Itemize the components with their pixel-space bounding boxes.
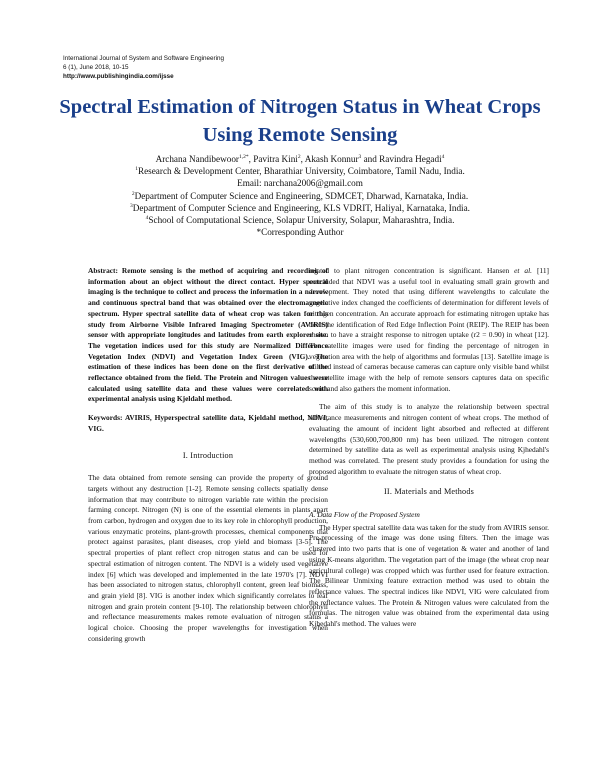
paper-title: Spectral Estimation of Nitrogen Status in Wheat Crops Using Remote Sensing — [59, 96, 541, 146]
body-paragraph-aim: The aim of this study is to analyze the relationship between spectral reflectance measurements and nitrogen content of wheat crops. The method of evaluating the amount of incident light absorbed and reflected at different wavelengths (530,600,700,800 nm) has been utilized. The nitrogen content determined by satellite data as well as experimental analysis using Kjhedahl's method was correlated. The present study provides a foundation for using the proposed algorithm to evaluate the nitrogen status of wheat crop. — [309, 402, 549, 476]
left-column — [88, 266, 328, 653]
journal-issue: 6 (1), June 2018, 10-15 — [63, 63, 129, 71]
affiliation-4: $^4$School of Computational Science, Solapur University, Solapur, Maharashtra, India. — [145, 214, 455, 226]
author-name: Archana Nandibewoor — [155, 154, 239, 164]
section-heading-methods: II. Materials and Methods — [383, 487, 475, 497]
author-name: Ravindra Hegadi — [379, 154, 442, 164]
journal-header — [63, 55, 224, 81]
introduction-paragraph: The data obtained from remote sensing can provide the property of ground targets without any destruction [1-2]. Remote sensing collects spatially dense information that may contribute to nitrogen variable rate within the precision farming concept. Nitrogen (N) is one of the essential elements in plants apart from carbon, hydrogen and oxygen due to its key role in chlorophyll production, various enzymatic proteins, plant-growth processes, chemical components that protect against parasites, plant diseases, crop yield and biomass [3-5]. The spectral properties of plant reflect crop nitrogen status and can be used for spectral estimation of nitrogen content. The NDVI is a widely used vegetative index [6] which was developed and implemented in the late 1970's [7]. NDVI has been associated to nitrogen status, chlorophyll content, green leaf biomass, and grain yield [8]. VIG is another index which significantly correlates to leaf nitrogen and grain protein content [9-10]. The relationship between chlorophyll and reflectance measurements makes remote evaluation of nitrogen status a logical choice. Choosing the proper wavelengths for investigation when considering growth — [88, 473, 328, 643]
journal-url[interactable]: http://www.publishingindia.com/ijsse — [63, 72, 174, 80]
keywords — [88, 413, 328, 434]
author-sup: 1,2* — [238, 153, 249, 160]
affiliation-2: $^2$Department of Computer Science and Engineering, SDMCET, Dharwad, Karnataka, India. — [131, 190, 469, 201]
keywords-label: Keywords: — [88, 413, 123, 423]
author-name: Akash Konnur — [304, 154, 359, 164]
author-email[interactable]: Email: narchana2006@gmail.com — [237, 178, 363, 189]
journal-name: International Journal of System and Software Engineering — [63, 55, 225, 62]
author-sup: 3 — [358, 153, 362, 160]
author-list: Archana Nandibewoor$^{1,2*}$, Pavitra Kini$^2$, Akash Konnur$^3$ and Ravindra Hegadi$^4$ — [155, 153, 445, 164]
keywords-text: AVIRIS, Hyperspectral satellite data, Kjeldahl method, NDVI, VIG. — [88, 413, 328, 433]
section-heading-introduction: I. Introduction — [182, 450, 234, 460]
author-block — [40, 153, 560, 238]
author-name: Pavitra Kini — [253, 154, 298, 164]
subsection-heading: A. Data Flow of the Proposed System — [309, 510, 420, 520]
affiliation-1: $^1$Research & Development Center, Bharathiar University, Coimbatore, Tamil Nadu, India. — [135, 166, 465, 177]
body-paragraph: related to plant nitrogen concentration is significant. Hansen et al. [11] concluded that NDVI was a useful tool in evaluating small grain growth and development. They noted that using different wavelengths to calculate the vegetative index changed the coefficients of determination for different levels of nitrogen concentration. An accurate approach for estimating nitrogen uptake has been the identification of Red Edge Inflection Point (REIP). The REIP has been shown to have a straight response to nitrogen uptake (r2 = 0.90) in wheat [12]. The satellite images were used for finding the percentage of nitrogen in vegetation area with the help of algorithms and formulas [13]. Satellite image is utilized instead of cameras because cameras can capture only visible band whilst the satellite image with the help of remote sensors captures data on specific scene and also gathers the moment information. — [309, 266, 549, 393]
abstract-label: Abstract: — [88, 266, 118, 275]
abstract-text: Remote sensing is the method of acquiring and recording of information about an object without the direct contact. Hyper spectral imaging is the technique to collect and process the information in a narrow and continuous spectral band that was obtained over the electromagnetic spectrum. Hyper spectral satellite data of wheat crop was taken for this study from Airborne Visible Infrared Imaging Spectrometer (AVIRIS) sensor with appropriate longitudes and latitudes from earth explorer site. The vegetation indices used for this study are Normalized Difference Vegetation Index (NDVI) and Vegetation Index Green (VIG). The estimation of these indices has been done on the first derivative of the reflectance obtained from the field. The Protein and Nitrogen values were calculated using satellite data and these values were correlated with experimental analysis using Kjeldahl method. — [88, 266, 328, 404]
author-sup: 4 — [441, 153, 445, 160]
affiliation-3: $^3$Department of Computer Science and Engineering, KLS VDRIT, Haliyal, Karnataka, India. — [130, 202, 470, 213]
author-sup: 2 — [297, 153, 301, 160]
corresponding-author: *Corresponding Author — [256, 227, 344, 238]
body-paragraph-methods: The Hyper spectral satellite data was taken for the study from AVIRIS sensor. Pre-processing of the image was done using filters. Then the image was clustered into two parts that is one of vegetation & water and another of land using K-means algorithm. The vegetation part of the image (the wheat crop near agricultural college) was cropped which was further used for feature extraction. The Bilinear Unmixing feature extraction method was used to obtain the reflectance values. The spectral indices like NDVI, VIG were calculated from the reflectance values. The Protein & Nitrogen values were calculated from the formulas. The nitrogen value was obtained from the experimental data using Kjhedahl's method. The values were — [309, 522, 549, 629]
right-column — [309, 266, 549, 638]
abstract — [88, 266, 328, 405]
